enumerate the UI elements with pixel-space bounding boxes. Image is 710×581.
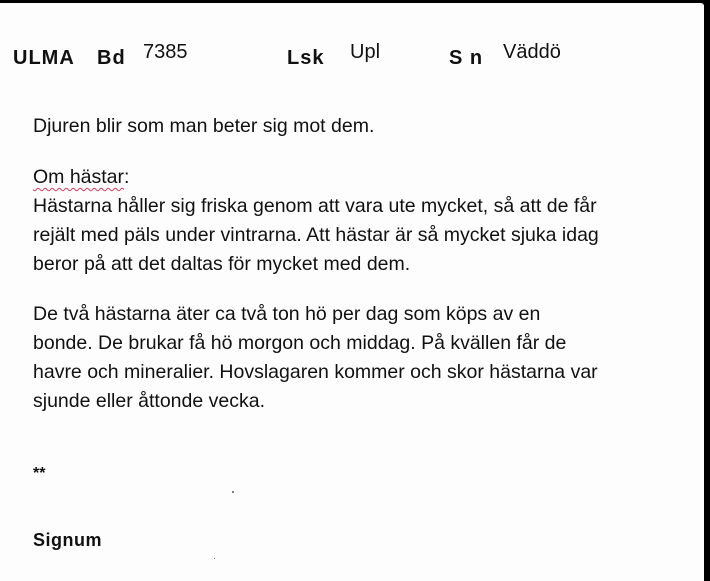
- bd-label: Bd: [97, 47, 126, 69]
- section-heading-colon: :: [124, 166, 130, 188]
- section-heading-text: Om hästar: [33, 166, 125, 188]
- intro-line: Djuren blir som man beter sig mot dem.: [33, 115, 375, 137]
- lsk-label: Lsk: [287, 47, 325, 69]
- footer-marker: **: [33, 465, 46, 482]
- archive-card: [0, 3, 704, 581]
- signum-label: Signum: [33, 530, 102, 550]
- sn-label: S n: [449, 47, 484, 69]
- paragraph1-line: rejält med päls under vintrarna. Att hästar är så mycket sjuka idag: [33, 224, 599, 246]
- section-heading: [33, 163, 129, 192]
- lsk-value: Upl: [350, 41, 381, 63]
- sn-value: Väddö: [503, 41, 561, 63]
- bd-value: 7385: [143, 41, 188, 63]
- paragraph2-line: sjunde eller åttonde vecka.: [33, 390, 265, 412]
- paragraph2-line: De två hästarna äter ca två ton hö per dag som köps av en: [33, 303, 541, 325]
- scan-speck: [232, 491, 234, 493]
- archive-label: ULMA: [13, 47, 75, 69]
- paragraph1-line: beror på att det daltas för mycket med dem.: [33, 253, 411, 275]
- paragraph2-line: bonde. De brukar få hö morgon och middag. På kvällen får de: [33, 332, 567, 354]
- scan-speck: [214, 558, 215, 559]
- paragraph1-line: Hästarna håller sig friska genom att vara ute mycket, så att de får: [33, 195, 597, 217]
- paragraph2-line: havre och mineralier. Hovslagaren kommer och skor hästarna var: [33, 361, 598, 383]
